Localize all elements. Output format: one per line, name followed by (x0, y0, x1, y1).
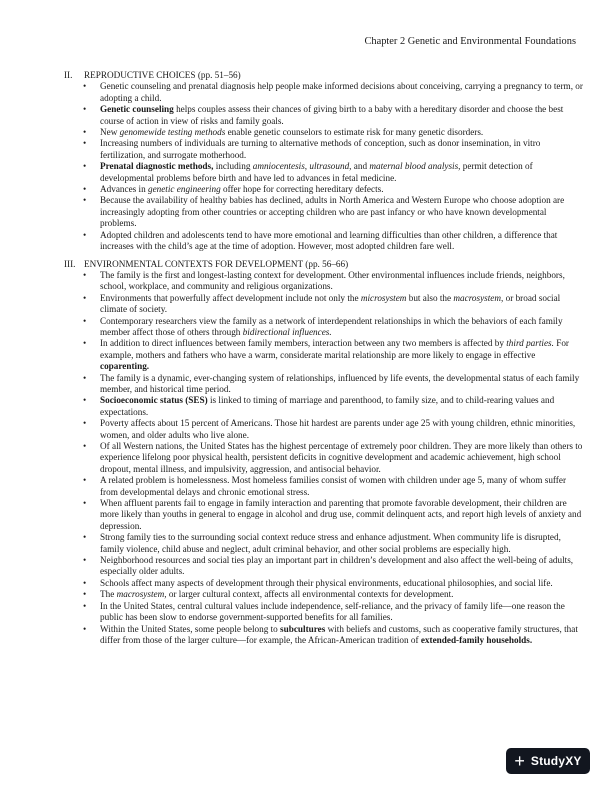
bullet-icon: • (83, 555, 87, 566)
section-number: III. (64, 258, 76, 269)
section-title: ENVIRONMENTAL CONTEXTS FOR DEVELOPMENT (pp. 56–66) (84, 258, 349, 269)
bullet-text: The family is a dynamic, ever-changing system of relationships, influenced by life events, the developmental status of each family member, and historical time period. (100, 372, 580, 394)
bold-term: extended-family households. (420, 634, 533, 645)
section-heading (64, 70, 584, 81)
bullet-text: including (213, 161, 253, 172)
bullet-icon: • (83, 441, 87, 451)
bullet-text: Strong family ties to the surrounding social context reduce stress and enhance adjustment. When community life is disrupted, family violence, child abuse and neglect, adult criminal behavior, and other social problems are especially high. (100, 532, 561, 554)
bullet-text: When affluent parents fail to engage in family interaction and parenting that promote favorable development, their children are more likely than youths in general to engage in alcohol and drug use, commit delinquent acts, and report high levels of anxiety and depression. (100, 498, 582, 531)
bullet-item (64, 316, 584, 339)
bullet-item (64, 589, 584, 600)
bullet-item (64, 161, 584, 184)
bullet-icon: • (83, 395, 87, 406)
bullet-text: offer hope for correcting hereditary defects. (220, 184, 384, 195)
bullet-text: and (351, 161, 370, 172)
section-heading (64, 259, 584, 270)
bullet-item (64, 578, 584, 589)
bullet-icon: • (83, 372, 87, 383)
bullet-item (64, 624, 584, 647)
outline-content (64, 70, 584, 652)
bullet-icon: • (83, 532, 87, 543)
bullet-item (64, 475, 584, 498)
bullet-icon: • (83, 418, 87, 429)
bullet-item (64, 441, 584, 475)
bullet-list (64, 81, 584, 252)
bullet-text: Within the United States, some people belong to (100, 623, 281, 634)
bullet-icon: • (83, 315, 87, 326)
bullet-item (64, 418, 584, 441)
bold-term: Genetic counseling (100, 104, 174, 115)
bullet-icon: • (83, 498, 87, 509)
bullet-icon: • (83, 338, 87, 349)
bullet-text: New (100, 127, 120, 138)
bullet-item (64, 230, 584, 253)
bullet-icon: • (83, 229, 87, 240)
bullet-item (64, 395, 584, 418)
bullet-text: In the United States, central cultural values include independence, self-reliance, and the privacy of family life—one reason the public has been slow to endorse government-supported benefits for all families. (100, 600, 565, 623)
bullet-text: Poverty affects about 15 percent of Americans. Those hit hardest are parents under age 25 with young children, ethnic minorities, women, and older adults who live alone. (100, 418, 576, 440)
bullet-text: In addition to direct influences between family members, interaction between any two members is affected by (100, 338, 507, 349)
studyxy-logo[interactable] (506, 748, 590, 774)
italic-term: amniocentesis, ultrasound, (252, 161, 352, 172)
bullet-text: is linked to timing of marriage and parenthood, to family size, and to child-rearing values and expectations. (100, 395, 555, 417)
bullet-icon: • (83, 600, 87, 611)
italic-term: genomewide testing methods (119, 127, 226, 138)
section-number: II. (64, 70, 73, 80)
bullet-text: Because the availability of healthy babies has declined, adults in North America and Western Europe who choose adoption are increasingly adopting from other countries or accepting children who are past infancy or who have known developmental problems. (100, 195, 565, 229)
bullet-text: For example, mothers and fathers who have a warm, considerate marital relationship are more likely to engage in effective (100, 338, 569, 360)
bullet-item (64, 127, 584, 138)
bullet-text: Contemporary researchers view the family as a network of interdependent relationships in which the behaviors of each family member affect those of others through (100, 315, 563, 337)
bold-term: coparenting. (100, 361, 150, 372)
bullet-text: Adopted children and adolescents tend to have more emotional and learning difficulties than other children, a difference that increases with the child’s age at the time of adoption. However, most adopted children fare well. (100, 229, 558, 252)
bullet-item (64, 184, 584, 195)
bold-term: subcultures (280, 623, 326, 634)
bullet-text: but also the (406, 292, 454, 303)
bullet-icon: • (83, 138, 87, 149)
bullet-icon: • (83, 269, 87, 280)
bullet-text: with beliefs and customs, such as cooperative family structures, that differ from those of the larger culture—for example, the African-American tradition of (100, 623, 578, 645)
italic-term: genetic engineering (147, 184, 221, 195)
bullet-text: A related problem is homelessness. Most homeless families consist of women with children under age 5, many of whom suffer from developmental delays and chronic emotional stress. (100, 475, 567, 497)
bullet-item (64, 555, 584, 578)
brand-name: StudyXY (530, 754, 582, 768)
bullet-item (64, 195, 584, 229)
plus-icon: + (514, 751, 525, 771)
bullet-text: The family is the first and longest-lasting context for development. Other environmental influences include friends, neighbors, school, workplace, and community and religious organizations. (100, 269, 565, 292)
bullet-text: Increasing numbers of individuals are turning to alternative methods of conception, such as donor insemination, in vitro fertilization, and surrogate motherhood. (100, 138, 541, 160)
bullet-item (64, 81, 584, 104)
bullet-text: Schools affect many aspects of development through their physical environments, educational philosophies, and social life. (100, 577, 553, 588)
bullet-text: Environments that powerfully affect development include not only the (100, 292, 361, 303)
bullet-item (64, 138, 584, 161)
section-title: REPRODUCTIVE CHOICES (pp. 51–56) (84, 70, 241, 80)
bullet-text: permit detection of developmental problems before birth and have led to advances in fetal medicine. (100, 161, 533, 183)
bullet-item (64, 270, 584, 293)
bullet-icon: • (83, 127, 87, 138)
bullet-icon: • (83, 161, 87, 172)
bullet-icon: • (83, 589, 87, 600)
bullet-item (64, 338, 584, 372)
running-header: Chapter 2 Genetic and Environmental Foundations (364, 36, 576, 47)
bullet-item (64, 498, 584, 532)
italic-term: maternal blood analysis, (369, 161, 461, 172)
bullet-item (64, 293, 584, 316)
bullet-item (64, 601, 584, 624)
bullet-icon: • (83, 195, 87, 206)
bullet-text: helps couples assess their chances of giving birth to a baby with a hereditary disorder and choose the best course of action in view of risks and family goals. (100, 104, 564, 126)
bullet-icon: • (83, 104, 87, 115)
bullet-text: Of all Western nations, the United States has the highest percentage of extremely poor children. They are more likely than others to experience lifelong poor physical health, persistent deficits in cognitive development and academic achievement, high school dropout, mental illness, and impulsivity, aggression, and antisocial behavior. (100, 441, 583, 474)
bullet-icon: • (83, 184, 87, 195)
bullet-text: enable genetic counselors to estimate risk for many genetic disorders. (225, 127, 484, 138)
bullet-icon: • (83, 623, 87, 634)
bullet-list (64, 270, 584, 646)
bullet-icon: • (83, 475, 87, 486)
bullet-icon: • (83, 577, 87, 588)
bold-term: Prenatal diagnostic methods, (100, 161, 214, 172)
bullet-item (64, 532, 584, 555)
italic-term: third parties. (506, 338, 554, 349)
italic-term: macrosystem, (116, 589, 167, 600)
bullet-text: Advances in (100, 184, 148, 195)
bullet-text: or broad social climate of society. (100, 292, 561, 315)
bold-term: Socioeconomic status (SES) (100, 395, 208, 406)
bullet-icon: • (83, 81, 87, 92)
bullet-item (64, 373, 584, 396)
italic-term: macrosystem, (453, 292, 504, 303)
bullet-item (64, 104, 584, 127)
bullet-text: or larger cultural context, affects all environmental contexts for development. (166, 589, 454, 600)
bullet-text: Genetic counseling and prenatal diagnosis help people make informed decisions about conceiving, carrying a pregnancy to term, or adopting a child. (100, 81, 583, 103)
bullet-icon: • (83, 292, 87, 303)
bullet-text: The (100, 589, 117, 600)
italic-term: bidirectional influences. (242, 326, 332, 337)
bullet-text: Neighborhood resources and social ties play an important part in children’s development and also affect the well-being of adults, especially older adults. (100, 555, 574, 577)
italic-term: microsystem (360, 292, 407, 303)
